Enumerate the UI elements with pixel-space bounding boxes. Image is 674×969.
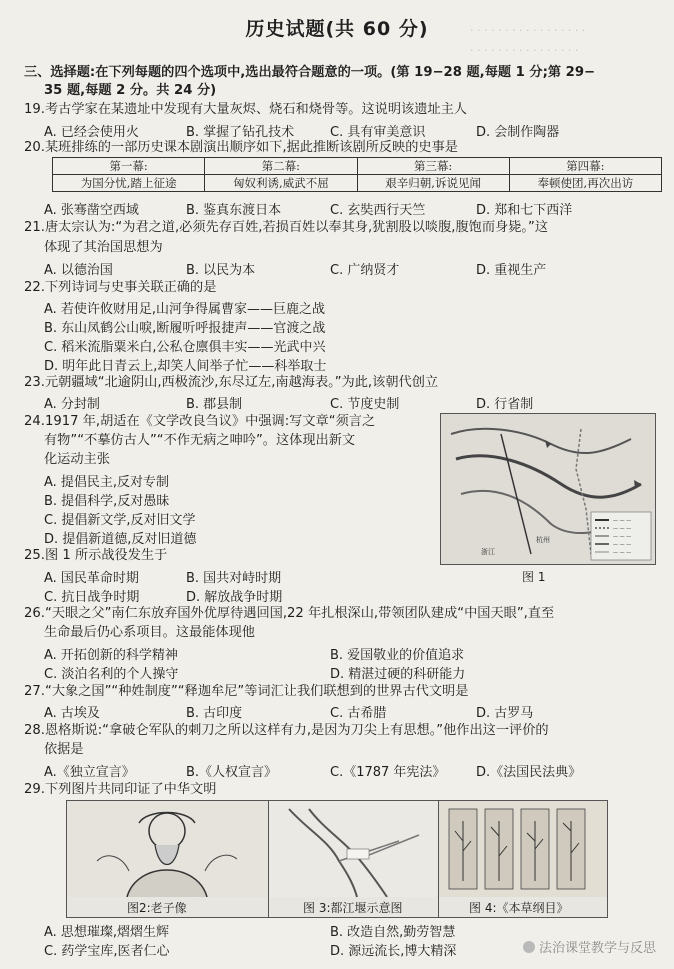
scene-order-table (52, 157, 662, 192)
section-heading: 35 题,每题 2 分。共 24 分) (44, 83, 217, 98)
option[interactable]: B. 古印度 (186, 706, 243, 721)
question-stem: 化运动主张 (44, 452, 110, 467)
option[interactable]: C. 稻米流脂粟米白,公私仓廪俱丰实——光武中兴 (44, 340, 326, 355)
option[interactable]: A. 思想璀璨,熠熠生辉 (44, 925, 170, 940)
option[interactable]: D. 提倡新道德,反对旧道德 (44, 532, 197, 547)
question-stem: 27.“大象之国”“种姓制度”“释迦牟尼”等词汇让我们联想到的世界古代文明是 (24, 684, 469, 699)
option[interactable]: D. 源远流长,博大精深 (330, 944, 457, 959)
option[interactable]: C. 淡泊名利的个人操守 (44, 667, 179, 682)
option[interactable]: A. 若使许攸财用足,山河争得属曹家——巨鹿之战 (44, 302, 326, 317)
figure-4-bencao-gangmu (438, 800, 608, 918)
option[interactable]: A.《独立宣言》 (44, 765, 135, 780)
table-cell: 匈奴利诱,威武不屈 (205, 175, 357, 192)
option[interactable]: B. 以民为本 (186, 263, 256, 278)
option[interactable]: D. 解放战争时期 (186, 590, 283, 605)
option[interactable]: D. 重视生产 (476, 263, 547, 278)
option[interactable]: D. 郑和七下西洋 (476, 203, 573, 218)
map-label: 浙江 (481, 548, 495, 556)
figure-4-caption: 图 4:《本草纲目》 (469, 901, 569, 915)
page-title: 历史试题(共 60 分) (245, 18, 429, 40)
option[interactable]: D. 精湛过硬的科研能力 (330, 667, 466, 682)
bleed-through-text: · · · · · · · · · · · · · · · · (470, 44, 579, 57)
option[interactable]: B. 东山凤鹤公山唳,断履听呼报捷声——官渡之战 (44, 321, 326, 336)
option[interactable]: B. 鉴真东渡日本 (186, 203, 282, 218)
option[interactable]: C. 药学宝库,医者仁心 (44, 944, 170, 959)
option[interactable]: A. 张骞凿空西域 (44, 203, 139, 218)
option[interactable]: B. 掌握了钻孔技术 (186, 125, 295, 140)
option[interactable]: B. 提倡科学,反对愚昧 (44, 494, 170, 509)
figure-3-dujiangyan-diagram (268, 800, 440, 918)
question-stem: 20.某班排练的一部历史课本剧演出顺序如下,据此推断该剧所反映的史事是 (24, 140, 458, 155)
question-stem: 有物”“不摹仿古人”“不作无病之呻吟”。这体现出新文 (44, 433, 356, 448)
option[interactable]: C. 具有审美意识 (330, 125, 426, 140)
table-cell: 为国分忧,踏上征途 (53, 175, 205, 192)
figure-2-caption: 图2:老子像 (127, 901, 187, 915)
option[interactable]: B. 改造自然,勤劳智慧 (330, 925, 456, 940)
question-stem: 依据是 (44, 742, 84, 757)
question-stem: 体现了其治国思想为 (44, 240, 163, 255)
question-stem: 19.考古学家在某遗址中发现有大量灰烬、烧石和烧骨等。这说明该遗址主人 (24, 102, 467, 117)
option[interactable]: A. 开拓创新的科学精神 (44, 648, 178, 663)
option[interactable]: D. 会制作陶器 (476, 125, 560, 140)
option[interactable]: C. 抗日战争时期 (44, 590, 140, 605)
question-stem: 29.下列图片共同印证了中华文明 (24, 782, 217, 797)
table-cell: 第三幕: (357, 158, 509, 175)
option[interactable]: B.《人权宣言》 (186, 765, 278, 780)
option[interactable]: B. 郡县制 (186, 397, 243, 412)
option[interactable]: A. 以德治国 (44, 263, 113, 278)
svg-text:— — —: — — — (613, 550, 632, 556)
option[interactable]: D. 古罗马 (476, 706, 534, 721)
option[interactable]: C. 玄奘西行天竺 (330, 203, 426, 218)
figure-1-map (440, 413, 656, 565)
option[interactable]: B. 爱国敬业的价值追求 (330, 648, 465, 663)
question-stem: 26.“天眼之父”南仁东放弃国外优厚待遇回国,22 年扎根深山,带领团队建成“中国天眼”,直至 (24, 606, 555, 621)
table-cell: 第二幕: (205, 158, 357, 175)
option[interactable]: C. 广纳贤才 (330, 263, 400, 278)
wechat-icon (523, 941, 535, 953)
option[interactable]: A. 已经会使用火 (44, 125, 139, 140)
option[interactable]: C.《1787 年宪法》 (330, 765, 446, 780)
question-stem: 23.元朝疆域“北逾阴山,西极流沙,东尽辽左,南越海表。”为此,该朝代创立 (24, 375, 439, 390)
table-cell: 奉顿使团,再次出访 (509, 175, 661, 192)
table-cell: 艰辛归朝,诉说见闻 (357, 175, 509, 192)
option[interactable]: D. 行省制 (476, 397, 534, 412)
table-cell: 第一幕: (53, 158, 205, 175)
question-stem: 28.恩格斯说:“拿破仑军队的刺刀之所以这样有力,是因为刀尖上有思想。”他作出这一评价的 (24, 723, 549, 738)
option[interactable]: D. 明年此日青云上,却笑人间举子忙——科举取士 (44, 359, 327, 374)
table-cell: 第四幕: (509, 158, 661, 175)
question-stem: 21.唐太宗认为:“为君之道,必须先存百姓,若损百姓以奉其身,犹割股以啖腹,腹饱而身毙。”这 (24, 220, 549, 235)
option[interactable]: A. 分封制 (44, 397, 100, 412)
question-stem: 生命最后仍心系项目。这最能体现他 (44, 625, 255, 640)
figure-3-caption: 图 3:都江堰示意图 (303, 901, 403, 915)
option[interactable]: D.《法国民法典》 (476, 765, 582, 780)
svg-text:— — —: — — — (613, 534, 632, 540)
option[interactable]: A. 古埃及 (44, 706, 100, 721)
watermark: 法治课堂教学与反思 (523, 937, 656, 956)
option[interactable]: B. 国共对峙时期 (186, 571, 282, 586)
option[interactable]: A. 国民革命时期 (44, 571, 139, 586)
svg-text:— — —: — — — (613, 542, 632, 548)
question-stem: 24.1917 年,胡适在《文学改良刍议》中强调:写文章“须言之 (24, 414, 376, 429)
map-label: 杭州 (536, 536, 550, 544)
figure-2-laozi-portrait (66, 800, 270, 918)
svg-text:— — —: — — — (613, 518, 632, 524)
question-stem: 22.下列诗词与史事关联正确的是 (24, 280, 217, 295)
option[interactable]: A. 提倡民主,反对专制 (44, 475, 170, 490)
svg-text:— — —: — — — (613, 526, 632, 532)
option[interactable]: C. 提倡新文学,反对旧文学 (44, 513, 196, 528)
question-stem: 25.图 1 所示战役发生于 (24, 548, 168, 563)
section-heading: 三、选择题:在下列每题的四个选项中,选出最符合题意的一项。(第 19−28 题,每题 1 分;第 29− (24, 65, 596, 80)
option[interactable]: C. 古希腊 (330, 706, 387, 721)
figure-1-caption: 图 1 (522, 570, 546, 584)
option[interactable]: C. 节度史制 (330, 397, 400, 412)
bleed-through-text: · · · · · · · · · · · · · · · · · (470, 24, 586, 37)
